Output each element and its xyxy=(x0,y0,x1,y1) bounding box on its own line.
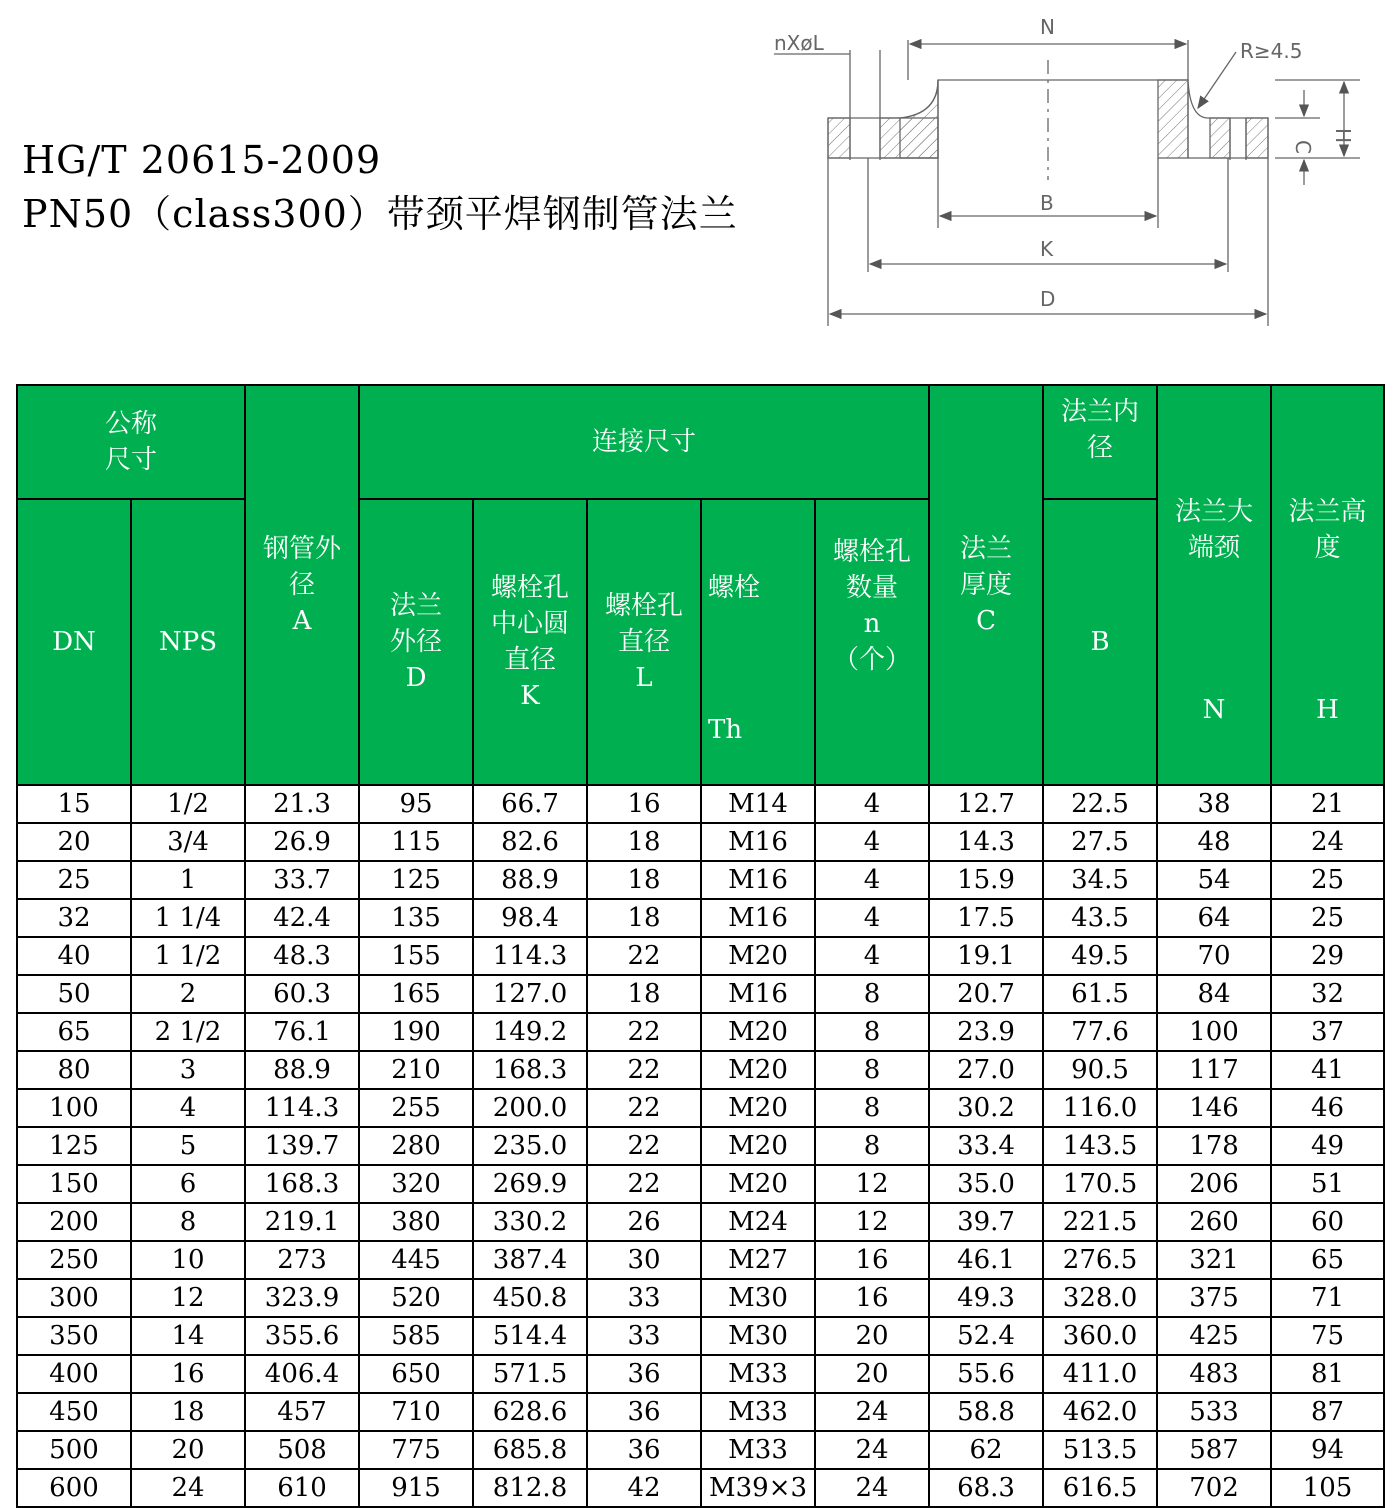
cell-bolt-count: 4 xyxy=(815,937,929,975)
cell-pipe-od: 76.1 xyxy=(245,1013,359,1051)
cell-hub: 178 xyxy=(1157,1127,1271,1165)
cell-hub: 483 xyxy=(1157,1355,1271,1393)
table-row xyxy=(17,1051,1384,1089)
cell-bolt-size: M33 xyxy=(701,1355,815,1393)
cell-bolt-hole: 22 xyxy=(587,937,701,975)
cell-bore: 43.5 xyxy=(1043,899,1157,937)
cell-pipe-od: 42.4 xyxy=(245,899,359,937)
cell-flange-od: 280 xyxy=(359,1127,473,1165)
cell-bore: 462.0 xyxy=(1043,1393,1157,1431)
cell-bolt-count: 8 xyxy=(815,1089,929,1127)
dim-b-label: B xyxy=(1040,191,1054,215)
cell-bolt-hole: 18 xyxy=(587,975,701,1013)
cell-nps: 1/2 xyxy=(131,785,245,823)
cell-height: 32 xyxy=(1271,975,1384,1013)
cell-hub: 702 xyxy=(1157,1469,1271,1507)
cell-bolt-hole: 18 xyxy=(587,861,701,899)
cell-bolt-count: 4 xyxy=(815,823,929,861)
cell-bolt-count: 8 xyxy=(815,1127,929,1165)
table-row xyxy=(17,1241,1384,1279)
cell-height: 94 xyxy=(1271,1431,1384,1469)
cell-bolt-size: M16 xyxy=(701,823,815,861)
dim-c-label: C xyxy=(1291,140,1315,154)
cell-bolt-hole: 33 xyxy=(587,1279,701,1317)
cell-bore: 22.5 xyxy=(1043,785,1157,823)
cell-pipe-od: 355.6 xyxy=(245,1317,359,1355)
cell-flange-od: 135 xyxy=(359,899,473,937)
cell-hub: 533 xyxy=(1157,1393,1271,1431)
cell-bolt-circle: 66.7 xyxy=(473,785,587,823)
cell-pipe-od: 114.3 xyxy=(245,1089,359,1127)
cell-height: 24 xyxy=(1271,823,1384,861)
cell-hub: 321 xyxy=(1157,1241,1271,1279)
cell-nps: 2 1/2 xyxy=(131,1013,245,1051)
cell-bolt-circle: 685.8 xyxy=(473,1431,587,1469)
cell-pipe-od: 33.7 xyxy=(245,861,359,899)
table-row xyxy=(17,1355,1384,1393)
flange-title: PN50（class300）带颈平焊钢制管法兰 xyxy=(22,192,738,236)
cell-bolt-hole: 22 xyxy=(587,1127,701,1165)
cell-height: 60 xyxy=(1271,1203,1384,1241)
cell-dn: 600 xyxy=(17,1469,131,1507)
cell-bolt-circle: 114.3 xyxy=(473,937,587,975)
cell-thickness: 68.3 xyxy=(929,1469,1043,1507)
cell-bolt-count: 8 xyxy=(815,1013,929,1051)
table-row xyxy=(17,1013,1384,1051)
cell-nps: 1 1/4 xyxy=(131,899,245,937)
cell-thickness: 62 xyxy=(929,1431,1043,1469)
cell-hub: 117 xyxy=(1157,1051,1271,1089)
table-row xyxy=(17,1279,1384,1317)
cell-bolt-hole: 22 xyxy=(587,1051,701,1089)
header-bolt-circle: 螺栓孔 中心圆 直径 K xyxy=(473,499,587,785)
header-bolt-count: 螺栓孔 数量 n （个） xyxy=(815,499,929,785)
cell-pipe-od: 26.9 xyxy=(245,823,359,861)
cell-nps: 5 xyxy=(131,1127,245,1165)
cell-bolt-hole: 18 xyxy=(587,899,701,937)
cell-flange-od: 445 xyxy=(359,1241,473,1279)
header-bolt-label: 螺栓 xyxy=(708,573,761,603)
cell-bolt-count: 16 xyxy=(815,1241,929,1279)
cell-flange-od: 710 xyxy=(359,1393,473,1431)
cell-bolt-count: 24 xyxy=(815,1393,929,1431)
cell-height: 65 xyxy=(1271,1241,1384,1279)
header-hub xyxy=(1157,385,1271,785)
cell-nps: 3 xyxy=(131,1051,245,1089)
header-height-symbol: H xyxy=(1316,695,1339,725)
cell-nps: 10 xyxy=(131,1241,245,1279)
cell-bore: 221.5 xyxy=(1043,1203,1157,1241)
cell-nps: 1 xyxy=(131,861,245,899)
cell-bolt-circle: 812.8 xyxy=(473,1469,587,1507)
cell-bolt-circle: 149.2 xyxy=(473,1013,587,1051)
cell-hub: 48 xyxy=(1157,823,1271,861)
table-row xyxy=(17,823,1384,861)
cell-pipe-od: 168.3 xyxy=(245,1165,359,1203)
cell-bore: 116.0 xyxy=(1043,1089,1157,1127)
cell-bolt-hole: 22 xyxy=(587,1089,701,1127)
cell-thickness: 14.3 xyxy=(929,823,1043,861)
cell-height: 105 xyxy=(1271,1469,1384,1507)
cell-bore: 34.5 xyxy=(1043,861,1157,899)
cell-bolt-circle: 514.4 xyxy=(473,1317,587,1355)
cell-pipe-od: 139.7 xyxy=(245,1127,359,1165)
cell-bore: 411.0 xyxy=(1043,1355,1157,1393)
cell-height: 51 xyxy=(1271,1165,1384,1203)
cell-thickness: 49.3 xyxy=(929,1279,1043,1317)
header-height xyxy=(1271,385,1384,785)
cell-thickness: 12.7 xyxy=(929,785,1043,823)
header-bolt-hole: 螺栓孔 直径 L xyxy=(587,499,701,785)
cell-thickness: 20.7 xyxy=(929,975,1043,1013)
cell-hub: 146 xyxy=(1157,1089,1271,1127)
table-row xyxy=(17,1127,1384,1165)
cell-dn: 50 xyxy=(17,975,131,1013)
cell-thickness: 17.5 xyxy=(929,899,1043,937)
header-nps: NPS xyxy=(131,499,245,785)
cell-flange-od: 115 xyxy=(359,823,473,861)
cell-bolt-size: M20 xyxy=(701,1051,815,1089)
cell-height: 41 xyxy=(1271,1051,1384,1089)
cell-bolt-circle: 127.0 xyxy=(473,975,587,1013)
cell-bolt-circle: 387.4 xyxy=(473,1241,587,1279)
cell-bore: 27.5 xyxy=(1043,823,1157,861)
cell-bolt-hole: 42 xyxy=(587,1469,701,1507)
cell-bolt-size: M20 xyxy=(701,937,815,975)
cell-nps: 3/4 xyxy=(131,823,245,861)
cell-pipe-od: 457 xyxy=(245,1393,359,1431)
cell-bore: 328.0 xyxy=(1043,1279,1157,1317)
cell-bolt-count: 8 xyxy=(815,1051,929,1089)
cell-bore: 90.5 xyxy=(1043,1051,1157,1089)
cell-bolt-circle: 269.9 xyxy=(473,1165,587,1203)
cell-pipe-od: 323.9 xyxy=(245,1279,359,1317)
cell-thickness: 55.6 xyxy=(929,1355,1043,1393)
cell-hub: 425 xyxy=(1157,1317,1271,1355)
dim-d-label: D xyxy=(1040,287,1056,311)
cell-bolt-count: 24 xyxy=(815,1431,929,1469)
cell-pipe-od: 21.3 xyxy=(245,785,359,823)
cell-bolt-size: M14 xyxy=(701,785,815,823)
cell-pipe-od: 610 xyxy=(245,1469,359,1507)
cell-dn: 65 xyxy=(17,1013,131,1051)
cell-bore: 170.5 xyxy=(1043,1165,1157,1203)
cell-bolt-circle: 450.8 xyxy=(473,1279,587,1317)
cell-bolt-hole: 16 xyxy=(587,785,701,823)
header-pipe-od: 钢管外 径 A xyxy=(245,385,359,785)
cell-flange-od: 95 xyxy=(359,785,473,823)
cell-dn: 40 xyxy=(17,937,131,975)
cell-bore: 513.5 xyxy=(1043,1431,1157,1469)
cell-bolt-count: 20 xyxy=(815,1355,929,1393)
cell-nps: 1 1/2 xyxy=(131,937,245,975)
header-bolt-th: Th xyxy=(708,715,743,745)
cell-thickness: 39.7 xyxy=(929,1203,1043,1241)
cell-pipe-od: 48.3 xyxy=(245,937,359,975)
cell-bolt-circle: 82.6 xyxy=(473,823,587,861)
table-row xyxy=(17,1165,1384,1203)
cell-bolt-hole: 18 xyxy=(587,823,701,861)
flange-section-drawing xyxy=(760,10,1380,330)
cell-thickness: 27.0 xyxy=(929,1051,1043,1089)
cell-height: 21 xyxy=(1271,785,1384,823)
header-bolt xyxy=(701,499,815,785)
cell-dn: 400 xyxy=(17,1355,131,1393)
cell-bolt-hole: 33 xyxy=(587,1317,701,1355)
table-row xyxy=(17,785,1384,823)
cell-bore: 616.5 xyxy=(1043,1469,1157,1507)
cell-pipe-od: 273 xyxy=(245,1241,359,1279)
cell-bolt-circle: 98.4 xyxy=(473,899,587,937)
cell-bolt-count: 4 xyxy=(815,861,929,899)
cell-height: 75 xyxy=(1271,1317,1384,1355)
cell-flange-od: 125 xyxy=(359,861,473,899)
table-row xyxy=(17,1393,1384,1431)
cell-thickness: 46.1 xyxy=(929,1241,1043,1279)
cell-flange-od: 255 xyxy=(359,1089,473,1127)
cell-bolt-size: M33 xyxy=(701,1393,815,1431)
cell-thickness: 58.8 xyxy=(929,1393,1043,1431)
cell-dn: 200 xyxy=(17,1203,131,1241)
cell-flange-od: 585 xyxy=(359,1317,473,1355)
cell-bolt-circle: 628.6 xyxy=(473,1393,587,1431)
standard-title: HG/T 20615-2009 xyxy=(22,138,382,182)
cell-height: 25 xyxy=(1271,861,1384,899)
cell-hub: 64 xyxy=(1157,899,1271,937)
cell-bolt-size: M27 xyxy=(701,1241,815,1279)
cell-thickness: 15.9 xyxy=(929,861,1043,899)
cell-pipe-od: 508 xyxy=(245,1431,359,1469)
cell-bolt-circle: 571.5 xyxy=(473,1355,587,1393)
cell-dn: 125 xyxy=(17,1127,131,1165)
cell-bolt-size: M20 xyxy=(701,1127,815,1165)
cell-dn: 32 xyxy=(17,899,131,937)
cell-hub: 100 xyxy=(1157,1013,1271,1051)
cell-nps: 18 xyxy=(131,1393,245,1431)
flange-dimension-table xyxy=(16,384,1385,1508)
cell-height: 87 xyxy=(1271,1393,1384,1431)
cell-thickness: 52.4 xyxy=(929,1317,1043,1355)
table-row xyxy=(17,861,1384,899)
cell-bolt-size: M30 xyxy=(701,1279,815,1317)
cell-bolt-size: M24 xyxy=(701,1203,815,1241)
cell-thickness: 30.2 xyxy=(929,1089,1043,1127)
cell-hub: 70 xyxy=(1157,937,1271,975)
cell-bolt-hole: 36 xyxy=(587,1431,701,1469)
cell-bolt-size: M20 xyxy=(701,1165,815,1203)
cell-bolt-size: M20 xyxy=(701,1013,815,1051)
cell-bolt-count: 12 xyxy=(815,1203,929,1241)
cell-flange-od: 915 xyxy=(359,1469,473,1507)
cell-bolt-circle: 200.0 xyxy=(473,1089,587,1127)
cell-bolt-hole: 36 xyxy=(587,1355,701,1393)
cell-hub: 54 xyxy=(1157,861,1271,899)
cell-bolt-size: M16 xyxy=(701,975,815,1013)
table-row xyxy=(17,1203,1384,1241)
cell-height: 81 xyxy=(1271,1355,1384,1393)
table-row xyxy=(17,1431,1384,1469)
cell-flange-od: 165 xyxy=(359,975,473,1013)
cell-nps: 12 xyxy=(131,1279,245,1317)
cell-bolt-hole: 30 xyxy=(587,1241,701,1279)
cell-hub: 38 xyxy=(1157,785,1271,823)
cell-hub: 206 xyxy=(1157,1165,1271,1203)
cell-dn: 450 xyxy=(17,1393,131,1431)
cell-hub: 260 xyxy=(1157,1203,1271,1241)
cell-nps: 2 xyxy=(131,975,245,1013)
header-thickness: 法兰 厚度 C xyxy=(929,385,1043,785)
cell-dn: 25 xyxy=(17,861,131,899)
cell-bolt-count: 20 xyxy=(815,1317,929,1355)
bolt-label: nXøL xyxy=(774,31,824,55)
cell-hub: 375 xyxy=(1157,1279,1271,1317)
cell-thickness: 33.4 xyxy=(929,1127,1043,1165)
cell-bolt-size: M20 xyxy=(701,1089,815,1127)
cell-bolt-count: 4 xyxy=(815,899,929,937)
cell-height: 49 xyxy=(1271,1127,1384,1165)
header-bore: 法兰内 径 xyxy=(1043,385,1157,499)
cell-bolt-count: 16 xyxy=(815,1279,929,1317)
table-row xyxy=(17,1089,1384,1127)
header-connection: 连接尺寸 xyxy=(359,385,929,499)
cell-pipe-od: 406.4 xyxy=(245,1355,359,1393)
cell-bolt-count: 12 xyxy=(815,1165,929,1203)
cell-thickness: 19.1 xyxy=(929,937,1043,975)
cell-dn: 80 xyxy=(17,1051,131,1089)
table-row xyxy=(17,899,1384,937)
cell-flange-od: 775 xyxy=(359,1431,473,1469)
cell-dn: 500 xyxy=(17,1431,131,1469)
cell-height: 25 xyxy=(1271,899,1384,937)
cell-nps: 6 xyxy=(131,1165,245,1203)
header-flange-od: 法兰 外径 D xyxy=(359,499,473,785)
cell-height: 71 xyxy=(1271,1279,1384,1317)
table-row xyxy=(17,1469,1384,1507)
cell-bore: 49.5 xyxy=(1043,937,1157,975)
cell-bore: 360.0 xyxy=(1043,1317,1157,1355)
cell-nps: 16 xyxy=(131,1355,245,1393)
cell-flange-od: 210 xyxy=(359,1051,473,1089)
cell-thickness: 35.0 xyxy=(929,1165,1043,1203)
cell-pipe-od: 219.1 xyxy=(245,1203,359,1241)
cell-bore: 61.5 xyxy=(1043,975,1157,1013)
cell-height: 37 xyxy=(1271,1013,1384,1051)
cell-bolt-hole: 22 xyxy=(587,1165,701,1203)
dim-n-label: N xyxy=(1040,15,1055,39)
cell-dn: 100 xyxy=(17,1089,131,1127)
radius-label: R≥4.5 xyxy=(1240,39,1303,63)
header-nominal-size: 公称 尺寸 xyxy=(17,385,245,499)
cell-dn: 350 xyxy=(17,1317,131,1355)
cell-hub: 587 xyxy=(1157,1431,1271,1469)
dim-h-label: H xyxy=(1331,128,1355,144)
cell-pipe-od: 60.3 xyxy=(245,975,359,1013)
cell-bolt-size: M39×3 xyxy=(701,1469,815,1507)
table-row xyxy=(17,975,1384,1013)
cell-bolt-circle: 88.9 xyxy=(473,861,587,899)
header-hub-symbol: N xyxy=(1202,695,1226,725)
cell-bolt-size: M16 xyxy=(701,899,815,937)
header-height-label: 法兰高 度 xyxy=(1288,497,1367,563)
table-row xyxy=(17,1317,1384,1355)
cell-flange-od: 520 xyxy=(359,1279,473,1317)
cell-bore: 77.6 xyxy=(1043,1013,1157,1051)
cell-bore: 276.5 xyxy=(1043,1241,1157,1279)
cell-pipe-od: 88.9 xyxy=(245,1051,359,1089)
cell-bolt-circle: 168.3 xyxy=(473,1051,587,1089)
cell-nps: 8 xyxy=(131,1203,245,1241)
header-dn: DN xyxy=(17,499,131,785)
cell-thickness: 23.9 xyxy=(929,1013,1043,1051)
cell-nps: 24 xyxy=(131,1469,245,1507)
cell-bolt-hole: 26 xyxy=(587,1203,701,1241)
cell-bolt-circle: 330.2 xyxy=(473,1203,587,1241)
cell-bolt-hole: 36 xyxy=(587,1393,701,1431)
cell-bolt-size: M16 xyxy=(701,861,815,899)
cell-flange-od: 650 xyxy=(359,1355,473,1393)
cell-bolt-count: 24 xyxy=(815,1469,929,1507)
cell-flange-od: 155 xyxy=(359,937,473,975)
cell-dn: 300 xyxy=(17,1279,131,1317)
header-hub-label: 法兰大 端颈 xyxy=(1175,497,1254,563)
cell-nps: 20 xyxy=(131,1431,245,1469)
dim-k-label: K xyxy=(1040,237,1054,261)
cell-dn: 20 xyxy=(17,823,131,861)
cell-bore: 143.5 xyxy=(1043,1127,1157,1165)
header-bore-symbol: B xyxy=(1043,499,1157,785)
cell-height: 29 xyxy=(1271,937,1384,975)
cell-flange-od: 190 xyxy=(359,1013,473,1051)
cell-bolt-count: 8 xyxy=(815,975,929,1013)
cell-dn: 150 xyxy=(17,1165,131,1203)
cell-bolt-count: 4 xyxy=(815,785,929,823)
cell-bolt-size: M30 xyxy=(701,1317,815,1355)
cell-dn: 250 xyxy=(17,1241,131,1279)
cell-flange-od: 320 xyxy=(359,1165,473,1203)
cell-hub: 84 xyxy=(1157,975,1271,1013)
cell-height: 46 xyxy=(1271,1089,1384,1127)
cell-flange-od: 380 xyxy=(359,1203,473,1241)
cell-dn: 15 xyxy=(17,785,131,823)
cell-bolt-hole: 22 xyxy=(587,1013,701,1051)
cell-nps: 4 xyxy=(131,1089,245,1127)
cell-nps: 14 xyxy=(131,1317,245,1355)
cell-bolt-size: M33 xyxy=(701,1431,815,1469)
table-row xyxy=(17,937,1384,975)
cell-bolt-circle: 235.0 xyxy=(473,1127,587,1165)
